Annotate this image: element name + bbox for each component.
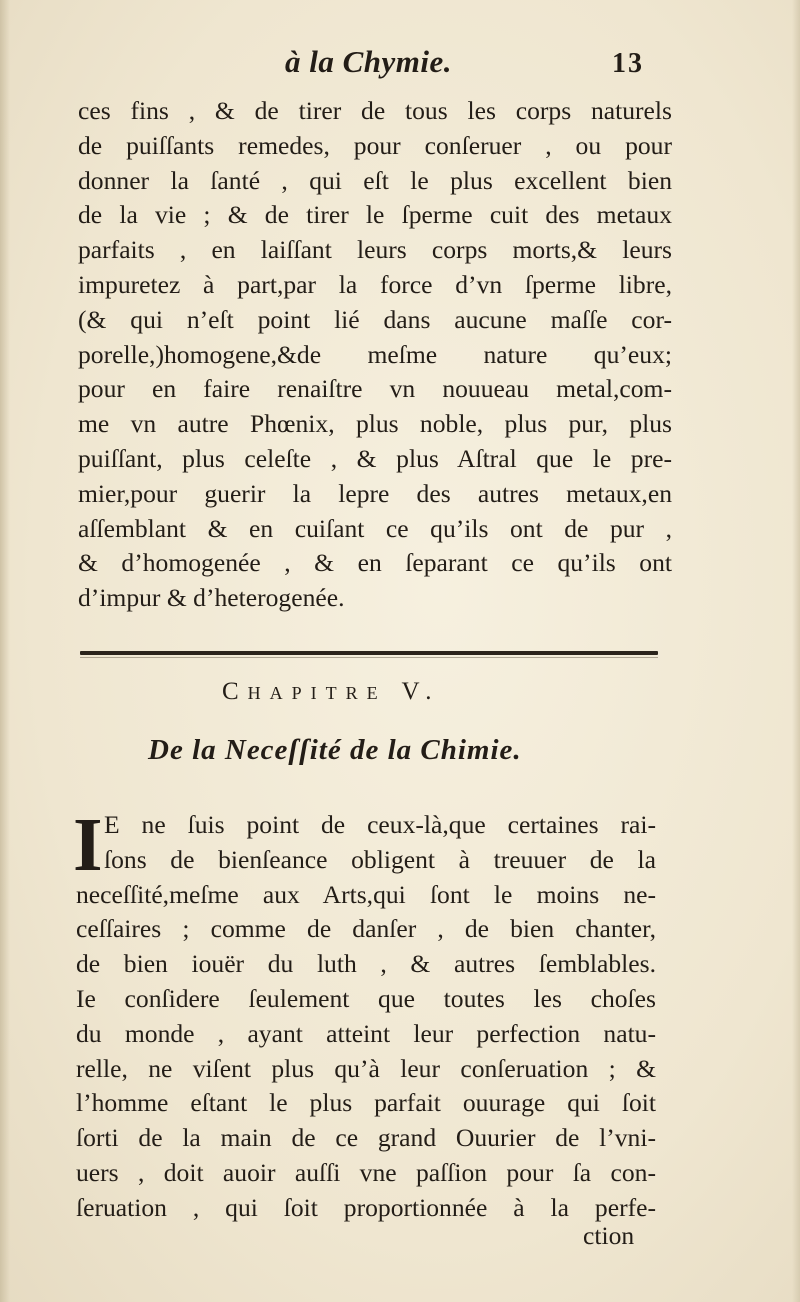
text-line: de bien iouër du luth , & autres ſemblables.	[76, 949, 656, 979]
text-line: l’homme eſtant le plus parfait ouurage qui ſoit	[76, 1088, 656, 1118]
text-line: mier,pour guerir la lepre des autres metaux,en	[78, 478, 672, 508]
text-line: & d’homogenée , & en ſeparant ce qu’ils ont	[78, 548, 672, 578]
text-line: donner la ſanté , qui eſt le plus excellent bien	[78, 165, 672, 195]
text-line: relle, ne viſent plus qu’à leur conſeruation ; &	[76, 1053, 656, 1083]
text-line: pour en faire renaiſtre vn nouueau metal,com-	[78, 374, 672, 404]
page-right-edge	[792, 0, 800, 1302]
running-head	[0, 44, 800, 90]
catchword: ction	[583, 1221, 635, 1250]
text-line: uers , doit auoir auſſi vne paſſion pour ſa con-	[76, 1157, 656, 1187]
text-line: E ne ſuis point de ceux-là,que certaines rai-	[104, 810, 656, 839]
section-divider-thin-rule	[80, 657, 658, 658]
text-line: porelle,)homogene,&de meſme nature qu’eux;	[78, 339, 672, 369]
page-number: 13	[612, 48, 644, 79]
text-line: neceſſité,meſme aux Arts,qui ſont le moins ne-	[76, 879, 656, 909]
text-line: ſons de bienſeance obligent à treuuer de la	[104, 844, 656, 874]
running-title: à la Chymie.	[285, 44, 453, 79]
text-line: ſorti de la main de ce grand Ouurier de l’vni-	[76, 1123, 656, 1153]
text-line: parfaits , en laiſſant leurs corps morts,& leurs	[78, 235, 672, 265]
text-line: me vn autre Phœnix, plus noble, plus pur, plus	[78, 409, 672, 439]
text-line: aſſemblant & en cuiſant ce qu’ils ont de pur ,	[78, 513, 672, 543]
chapter-heading: Chapitre V.	[222, 678, 441, 705]
text-line: puiſſant, plus celeſte , & plus Aſtral que le pre-	[78, 443, 672, 473]
text-line: ces fins , & de tirer de tous les corps naturels	[78, 96, 672, 125]
text-line: de puiſſants remedes, pour conſeruer , ou pour	[78, 130, 672, 160]
text-line: Ie conſidere ſeulement que toutes les choſes	[76, 983, 656, 1013]
text-block-before-chapter	[78, 94, 672, 616]
text-line: ceſſaires ; comme de danſer , de bien chanter,	[76, 914, 656, 944]
drop-cap: I	[73, 803, 103, 887]
chapter-title: De la Neceſſité de la Chimie.	[148, 734, 522, 766]
text-line: de la vie ; & de tirer le ſperme cuit des metaux	[78, 200, 672, 230]
text-line: du monde , ayant atteint leur perfection natu-	[76, 1018, 656, 1048]
text-line: d’impur & d’heterogenée.	[78, 583, 345, 613]
section-divider-rule	[80, 651, 658, 655]
text-line: (& qui n’eſt point lié dans aucune maſſe cor-	[78, 304, 672, 334]
text-line: impuretez à part,par la force d’vn ſperme libre,	[78, 269, 672, 299]
text-block-after-chapter	[76, 808, 656, 1226]
page-left-edge	[0, 0, 10, 1302]
text-line: ſeruation , qui ſoit proportionnée à la perfe-	[76, 1192, 656, 1222]
